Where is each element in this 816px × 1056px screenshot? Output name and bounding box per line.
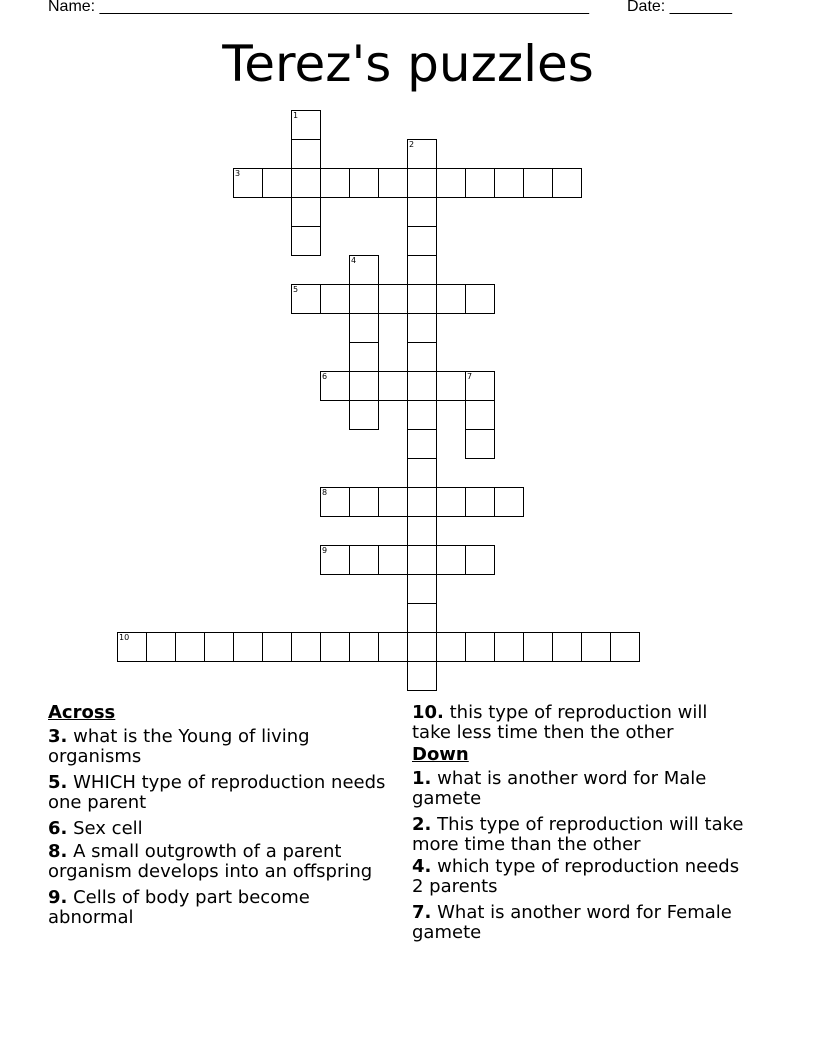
- down-clue-4: [412, 857, 752, 897]
- across-clue-10: [412, 703, 752, 743]
- clue-text: What is another word for Female gamete: [412, 902, 732, 943]
- grid-cell[interactable]: [320, 487, 350, 517]
- grid-cell[interactable]: [378, 168, 408, 198]
- grid-cell[interactable]: [378, 545, 408, 575]
- grid-cell[interactable]: [465, 429, 495, 459]
- clues-left-column: [48, 703, 393, 934]
- grid-cell[interactable]: [407, 139, 437, 169]
- grid-cell[interactable]: [407, 255, 437, 285]
- cell-number: 9: [322, 546, 328, 555]
- clue-text: WHICH type of reproduction needs one parent: [48, 772, 386, 813]
- clue-number: 4.: [412, 856, 432, 877]
- date-field: Date: _______: [627, 0, 732, 15]
- grid-cell[interactable]: [378, 284, 408, 314]
- name-field: Name: _______________________________________________________: [48, 0, 589, 15]
- grid-cell[interactable]: [436, 168, 466, 198]
- grid-cell[interactable]: [407, 487, 437, 517]
- grid-cell[interactable]: [291, 632, 321, 662]
- grid-cell[interactable]: [465, 632, 495, 662]
- grid-cell[interactable]: [465, 400, 495, 430]
- clue-number: 1.: [412, 768, 432, 789]
- grid-cell[interactable]: [407, 545, 437, 575]
- page-title: Terez's puzzles: [222, 35, 594, 93]
- grid-cell[interactable]: [320, 632, 350, 662]
- clue-text: A small outgrowth of a parent organism develops into an offspring: [48, 841, 373, 882]
- grid-cell[interactable]: [465, 371, 495, 401]
- grid-cell[interactable]: [320, 545, 350, 575]
- grid-cell[interactable]: [407, 661, 437, 691]
- grid-cell[interactable]: [407, 400, 437, 430]
- grid-cell[interactable]: [407, 226, 437, 256]
- grid-cell[interactable]: [349, 371, 379, 401]
- grid-cell[interactable]: [465, 545, 495, 575]
- grid-cell[interactable]: [436, 545, 466, 575]
- grid-cell[interactable]: [494, 487, 524, 517]
- grid-cell[interactable]: [378, 371, 408, 401]
- grid-cell[interactable]: [407, 168, 437, 198]
- grid-cell[interactable]: [407, 516, 437, 546]
- cell-number: 8: [322, 488, 328, 497]
- grid-cell[interactable]: [407, 429, 437, 459]
- grid-cell[interactable]: [407, 342, 437, 372]
- grid-cell[interactable]: [349, 632, 379, 662]
- grid-cell[interactable]: [349, 313, 379, 343]
- grid-cell[interactable]: [291, 226, 321, 256]
- clue-number: 9.: [48, 887, 68, 908]
- clue-text: Sex cell: [73, 818, 143, 839]
- grid-cell[interactable]: [407, 284, 437, 314]
- cell-number: 2: [409, 140, 415, 149]
- grid-cell[interactable]: [610, 632, 640, 662]
- clue-text: what is the Young of living organisms: [48, 726, 310, 767]
- clue-text: this type of reproduction will take less time then the other: [412, 702, 708, 743]
- across-heading: Across: [48, 702, 116, 723]
- grid-cell[interactable]: [349, 400, 379, 430]
- grid-cell[interactable]: [581, 632, 611, 662]
- clue-number: 2.: [412, 814, 432, 835]
- grid-cell[interactable]: [117, 632, 147, 662]
- clue-text: This type of reproduction will take more time than the other: [412, 814, 744, 855]
- across-clue-6: [48, 819, 393, 839]
- grid-cell[interactable]: [320, 284, 350, 314]
- grid-cell[interactable]: [407, 371, 437, 401]
- cell-number: 10: [119, 633, 130, 642]
- grid-cell[interactable]: [407, 632, 437, 662]
- grid-cell[interactable]: [204, 632, 234, 662]
- grid-cell[interactable]: [407, 603, 437, 633]
- grid-cell[interactable]: [349, 255, 379, 285]
- grid-cell[interactable]: [146, 632, 176, 662]
- grid-cell[interactable]: [291, 110, 321, 140]
- clue-number: 5.: [48, 772, 68, 793]
- clue-number: 3.: [48, 726, 68, 747]
- across-clue-3: [48, 727, 393, 767]
- grid-cell[interactable]: [233, 632, 263, 662]
- grid-cell[interactable]: [523, 168, 553, 198]
- grid-cell[interactable]: [494, 632, 524, 662]
- grid-cell[interactable]: [552, 168, 582, 198]
- clue-number: 7.: [412, 902, 432, 923]
- grid-cell[interactable]: [378, 632, 408, 662]
- cell-number: 5: [293, 285, 299, 294]
- grid-cell[interactable]: [233, 168, 263, 198]
- grid-cell[interactable]: [465, 168, 495, 198]
- cell-number: 7: [467, 372, 473, 381]
- clue-number: 8.: [48, 841, 68, 862]
- cell-number: 3: [235, 169, 241, 178]
- grid-cell[interactable]: [436, 487, 466, 517]
- clues-right-column: [412, 703, 752, 949]
- grid-cell[interactable]: [465, 487, 495, 517]
- grid-cell[interactable]: [523, 632, 553, 662]
- cell-number: 1: [293, 111, 299, 120]
- grid-cell[interactable]: [407, 574, 437, 604]
- grid-cell[interactable]: [175, 632, 205, 662]
- grid-cell[interactable]: [407, 458, 437, 488]
- grid-cell[interactable]: [262, 168, 292, 198]
- down-clue-7: [412, 903, 752, 943]
- grid-cell[interactable]: [436, 632, 466, 662]
- across-clue-8: [48, 842, 393, 882]
- down-clue-2: [412, 815, 752, 855]
- grid-cell[interactable]: [291, 168, 321, 198]
- grid-cell[interactable]: [349, 342, 379, 372]
- grid-cell[interactable]: [436, 371, 466, 401]
- clue-text: which type of reproduction needs 2 parents: [412, 856, 740, 897]
- clue-text: what is another word for Male gamete: [412, 768, 707, 809]
- grid-cell[interactable]: [378, 487, 408, 517]
- grid-cell[interactable]: [320, 371, 350, 401]
- grid-cell[interactable]: [407, 197, 437, 227]
- grid-cell[interactable]: [291, 139, 321, 169]
- across-clue-9: [48, 888, 393, 928]
- clue-number: 10.: [412, 702, 444, 723]
- across-clue-5: [48, 773, 393, 813]
- grid-cell[interactable]: [320, 168, 350, 198]
- clue-text: Cells of body part become abnormal: [48, 887, 310, 928]
- grid-cell[interactable]: [349, 545, 379, 575]
- grid-cell[interactable]: [436, 284, 466, 314]
- grid-cell[interactable]: [349, 487, 379, 517]
- grid-cell[interactable]: [291, 284, 321, 314]
- grid-cell[interactable]: [291, 197, 321, 227]
- cell-number: 6: [322, 372, 328, 381]
- down-heading: Down: [412, 744, 469, 765]
- grid-cell[interactable]: [349, 284, 379, 314]
- clue-number: 6.: [48, 818, 68, 839]
- grid-cell[interactable]: [349, 168, 379, 198]
- grid-cell[interactable]: [552, 632, 582, 662]
- cell-number: 4: [351, 256, 357, 265]
- grid-cell[interactable]: [465, 284, 495, 314]
- grid-cell[interactable]: [494, 168, 524, 198]
- grid-cell[interactable]: [262, 632, 292, 662]
- grid-cell[interactable]: [407, 313, 437, 343]
- down-clue-1: [412, 769, 752, 809]
